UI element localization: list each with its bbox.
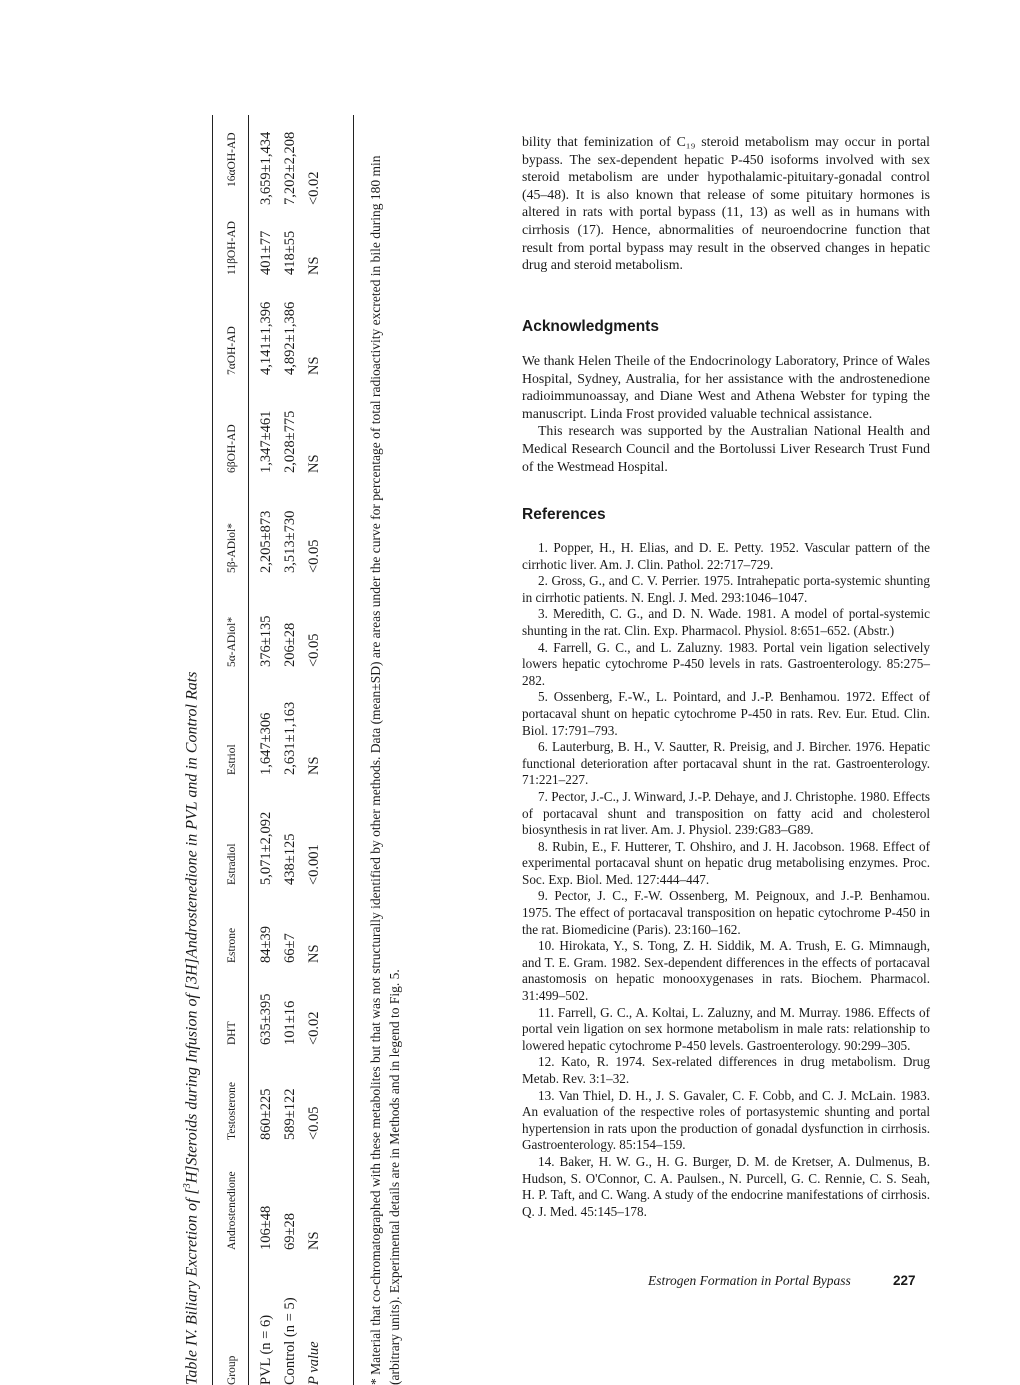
reference-item: 2. Gross, G., and C. V. Perrier. 1975. Intrahepatic porta-systemic shunting in cirrhotic patients. N. Engl. J. Med. 293:1046–1047. <box>522 573 930 605</box>
table-cell: 401±77 <box>258 230 274 275</box>
table-cell: 106±48 <box>258 1205 274 1250</box>
table-cell: <0.02 <box>306 171 322 205</box>
table-cell: <0.05 <box>306 539 322 573</box>
table-caption: Table IV. Biliary Excretion of [$^3$H]Steroids during Infusion of [3H]Androstenedione in PVL and in Control Rats <box>182 671 201 1385</box>
table-cell: 4,892±1,386 <box>282 301 298 375</box>
table-top-rule <box>212 115 213 1385</box>
table-iv <box>178 115 408 1385</box>
table-cell: PVL (n = 6) <box>258 1314 274 1385</box>
table-cell: 635±395 <box>258 993 274 1045</box>
col-header-dht: DHT <box>226 1021 238 1045</box>
col-header-group: Group <box>226 1355 238 1385</box>
col-header-androstenedione: Androstenedione <box>226 1171 238 1250</box>
table-cell: 1,647±306 <box>258 712 274 775</box>
col-header-6boh-ad: 6βOH-AD <box>226 424 238 473</box>
reference-item: 10. Hirokata, Y., S. Tong, Z. H. Siddik, M. A. Trush, E. G. Mimnaugh, and T. E. Gram. 1982. Sex-dependent differences in the effects of portacaval anastomosis on hepatic monooxygenases in rats. Biochem. Pharmacol. 31:499–502. <box>522 938 930 1004</box>
intro-paragraph: bility that feminization of C₁₉ steroid metabolism may occur in portal bypass. The sex-dependent hepatic P-450 isoforms involved with sex steroid metabolism are under hypothalamic-pituitary-gonadal control (45–48). It is also known that release of some pituitary hormones is altered in rats with portal bypass (11, 13) as well as in humans with cirrhosis (17). Hence, abnormalities of neuroendocrine function that result from portal bypass may result in the observed changes in hepatic drug and steroid metabolism. <box>522 134 930 273</box>
table-cell: 7,202±2,208 <box>282 131 298 205</box>
table-cell: <0.001 <box>306 844 322 885</box>
table-cell: 206±28 <box>282 622 298 667</box>
intro-block <box>522 133 930 274</box>
table-cell: <0.02 <box>306 1011 322 1045</box>
reference-item: 5. Ossenberg, F.-W., L. Pointard, and J.-P. Benhamou. 1972. Effect of portacaval shunt on hepatic cytochrome P-450 in rats. Rev. Eur. Etud. Clin. Biol. 17:791–793. <box>522 689 930 738</box>
reference-item: 7. Pector, J.-C., J. Winward, J.-P. Dehaye, and J. Christophe. 1980. Effects of portacaval shunt and transposition on fatty acid and cholesterol biosynthesis in rat liver. Am. J. Physiol. 239:G83–G89. <box>522 788 930 838</box>
references-list <box>522 540 930 1220</box>
reference-item: 9. Pector, J. C., F.-W. Ossenberg, M. Peignoux, and J.-P. Benhamou. 1975. The effect of portacaval transposition on hepatic cytochrome P-450 in the rat. Biomedicine (Paris). 23:160–162. <box>522 888 930 937</box>
table-cell: <0.05 <box>306 1106 322 1140</box>
table-cell: 4,141±1,396 <box>258 301 274 375</box>
table-cell: 2,631±1,163 <box>282 701 298 775</box>
reference-item: 14. Baker, H. W. G., H. G. Burger, D. M. de Kretser, A. Dulmenus, B. Hudson, S. O'Connor, C. A. Paulsen., N. Purcell, G. C. Rennie, C. S. Seah, H. P. Taft, and C. Wang. A study of the endocrine manifestations of cirrhosis. Q. J. Med. 45:145–178. <box>522 1153 930 1219</box>
running-title: Estrogen Formation in Portal Bypass <box>648 1273 851 1288</box>
table-cell: 376±135 <box>258 615 274 667</box>
table-cell: NS <box>306 454 322 473</box>
funding-paragraph: This research was supported by the Australian National Health and Medical Research Council and the Bortolussi Liver Research Trust Fund of the Westmead Hospital. <box>522 423 930 474</box>
table-cell: 5,071±2,092 <box>258 811 274 885</box>
table-cell: P value <box>306 1341 322 1385</box>
table-cell: 3,659±1,434 <box>258 131 274 205</box>
references-section <box>522 506 930 1220</box>
col-header-16aoh-ad: 16αOH-AD <box>226 132 238 187</box>
table-cell: NS <box>306 1231 322 1250</box>
reference-item: 12. Kato, R. 1974. Sex-related differences in drug metabolism. Drug Metab. Rev. 3:1–32. <box>522 1054 930 1086</box>
table-cell: 84±39 <box>258 926 274 963</box>
table-cell: 69±28 <box>282 1213 298 1250</box>
table-cell: <0.05 <box>306 633 322 667</box>
col-header-5b-adiol: 5β-ADiol* <box>226 523 238 573</box>
reference-item: 8. Rubin, E., F. Hutterer, T. Ohshiro, and J. H. Jacobson. 1968. Effect of experimental portacaval shunt on hepatic drug metabolising enzymes. Proc. Soc. Exp. Biol. Med. 127:444–447. <box>522 838 930 887</box>
table-cell: 3,513±730 <box>282 510 298 573</box>
col-header-7aoh-ad: 7αOH-AD <box>226 326 238 375</box>
col-header-11boh-ad: 11βOH-AD <box>226 221 238 275</box>
references-heading: References <box>522 506 606 523</box>
table-cell: NS <box>306 256 322 275</box>
acknowledgments-paragraph: We thank Helen Theile of the Endocrinology Laboratory, Prince of Wales Hospital, Sydney, Australia, for her assistance with the androstenedione radioimmunoassay, and Diane West and Athena Webster for typing the manuscript. Linda Frost provided valuable technical assistance. <box>522 353 930 421</box>
reference-item: 13. Van Thiel, D. H., J. S. Gavaler, C. F. Cobb, and C. J. McLain. 1983. An evaluation of the respective roles of portasystemic shunting and portal hypertension in rats upon the production of gonadal dysfunction in cirrhosis. Gastroenterology. 85:154–159. <box>522 1087 930 1153</box>
table-cell: 2,205±873 <box>258 510 274 573</box>
table-cell: NS <box>306 756 322 775</box>
table-cell: 438±125 <box>282 833 298 885</box>
table-cell: NS <box>306 944 322 963</box>
col-header-estradiol: Estradiol <box>226 843 238 885</box>
col-header-estriol: Estriol <box>226 744 238 775</box>
table-cell: NS <box>306 356 322 375</box>
reference-item: 3. Meredith, C. G., and D. N. Wade. 1981. A model of portal-systemic shunting in the rat. Clin. Exp. Pharmacol. Physiol. 8:651–652. (Abstr.) <box>522 606 930 638</box>
reference-item: 1. Popper, H., H. Elias, and D. E. Petty. 1952. Vascular pattern of the cirrhotic liver. Am. J. Clin. Pathol. 22:717–729. <box>522 540 930 572</box>
page-number: 227 <box>893 1273 916 1288</box>
col-header-testosterone: Testosterone <box>226 1082 238 1140</box>
reference-item: 11. Farrell, G. C., A. Koltai, L. Zaluzny, and M. Murray. 1986. Effects of portal vein ligation on sex hormone metabolism in male rats: relationship to lowered hepatic cytochrome P-450 levels. Gastroenterology. 90:299–305. <box>522 1004 930 1053</box>
table-cell: 101±16 <box>282 1000 298 1045</box>
acknowledgments-heading: Acknowledgments <box>522 318 659 335</box>
table-header-rule <box>248 115 249 1385</box>
table-cell: 589±122 <box>282 1088 298 1140</box>
table-cell: 860±225 <box>258 1088 274 1140</box>
table-cell: 1,347±461 <box>258 410 274 473</box>
col-header-5a-adiol: 5α-ADiol* <box>226 616 238 667</box>
reference-item: 6. Lauterburg, B. H., V. Sautter, R. Preisig, and J. Bircher. 1976. Hepatic functional deterioration after portacaval shunt in the rat. Gastroenterology. 71:221–227. <box>522 739 930 788</box>
table-cell: 66±7 <box>282 933 298 963</box>
table-cell: 418±55 <box>282 230 298 275</box>
table-footnote: * Material that co-chromatographed with these metabolites but that was not structurally identified by other methods. Data (mean±SD) are areas under the curve for percentage of total radioactivity excreted in bile during 180 min (arbitrary units). Experimental details are in Methods and in legend to Fig. 5. <box>368 155 402 1385</box>
reference-item: 4. Farrell, G. C., and L. Zaluzny. 1983. Portal vein ligation selectively lowers hepatic cytochrome P-450 levels in rats. Gastroenterology. 85:275–282. <box>522 639 930 688</box>
col-header-estrone: Estrone <box>226 927 238 963</box>
table-cell: 2,028±775 <box>282 410 298 473</box>
acknowledgments-section <box>522 318 930 475</box>
table-cell: Control (n = 5) <box>282 1297 298 1385</box>
table-bottom-rule <box>353 115 354 1385</box>
